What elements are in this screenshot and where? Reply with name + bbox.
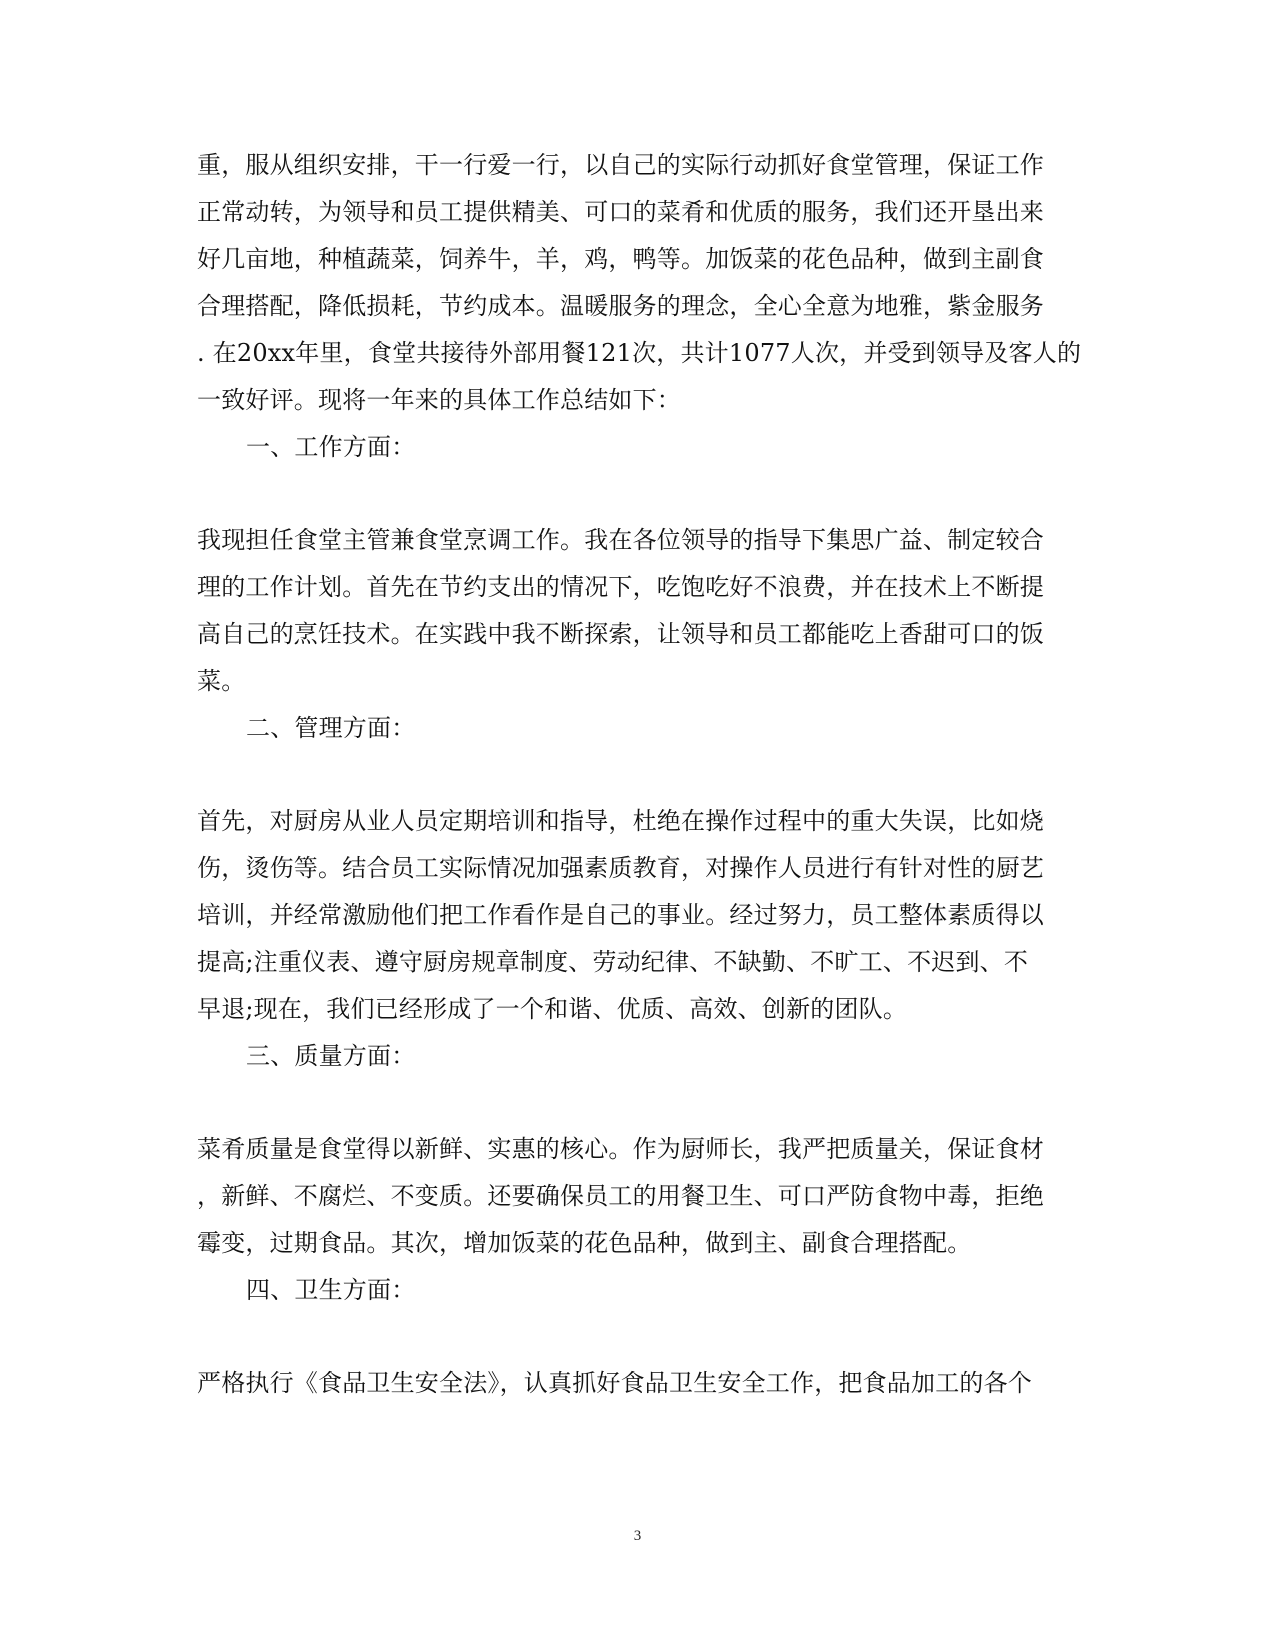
paragraph-3-line-3: 培训，并经常激励他们把工作看作是自己的事业。经过努力，员工整体素质得以 — [197, 901, 1044, 929]
paragraph-2-line-1: 我现担任食堂主管兼食堂烹调工作。我在各位领导的指导下集思广益、制定较合 — [197, 526, 1044, 554]
paragraph-2-line-3: 高自己的烹饪技术。在实践中我不断探索，让领导和员工都能吃上香甜可口的饭 — [197, 620, 1044, 648]
section-heading-management: 二、管理方面： — [246, 714, 416, 742]
paragraph-1-line-2: 正常动转，为领导和员工提供精美、可口的菜肴和优质的服务，我们还开垦出来 — [197, 198, 1044, 226]
paragraph-1-line-4: 合理搭配，降低损耗，节约成本。温暖服务的理念，全心全意为地雅，紫金服务 — [197, 292, 1044, 320]
paragraph-1-line-1: 重，服从组织安排，干一行爱一行，以自己的实际行动抓好食堂管理，保证工作 — [197, 151, 1044, 179]
paragraph-1-line-5: . 在20xx年里，食堂共接待外部用餐121次，共计1077人次，并受到领导及客人的 — [197, 339, 1082, 367]
section-heading-work: 一、工作方面： — [246, 433, 416, 461]
paragraph-2-line-2: 理的工作计划。首先在节约支出的情况下，吃饱吃好不浪费，并在技术上不断提 — [197, 573, 1044, 601]
paragraph-4-line-1: 菜肴质量是食堂得以新鲜、实惠的核心。作为厨师长，我严把质量关，保证食材 — [197, 1135, 1044, 1163]
paragraph-2-line-4: 菜。 — [197, 667, 246, 695]
paragraph-3-line-5: 早退;现在，我们已经形成了一个和谐、优质、高效、创新的团队。 — [197, 995, 908, 1023]
paragraph-4-line-2: ，新鲜、不腐烂、不变质。还要确保员工的用餐卫生、可口严防食物中毒，拒绝 — [197, 1182, 1044, 1210]
paragraph-4-line-3: 霉变，过期食品。其次，增加饭菜的花色品种，做到主、副食合理搭配。 — [197, 1229, 972, 1257]
paragraph-5-line-1: 严格执行《食品卫生安全法》，认真抓好食品卫生安全工作，把食品加工的各个 — [197, 1369, 1032, 1397]
paragraph-1-line-3: 好几亩地，种植蔬菜，饲养牛，羊，鸡，鸭等。加饭菜的花色品种，做到主副食 — [197, 245, 1044, 273]
section-heading-quality: 三、质量方面： — [246, 1042, 416, 1070]
paragraph-3-line-2: 伤，烫伤等。结合员工实际情况加强素质教育，对操作人员进行有针对性的厨艺 — [197, 854, 1044, 882]
paragraph-3-line-4: 提高;注重仪表、遵守厨房规章制度、劳动纪律、不缺勤、不旷工、不迟到、不 — [197, 948, 1029, 976]
paragraph-3-line-1: 首先，对厨房从业人员定期培训和指导，杜绝在操作过程中的重大失误，比如烧 — [197, 807, 1044, 835]
paragraph-1-line-6: 一致好评。现将一年来的具体工作总结如下： — [197, 386, 681, 414]
page-number: 3 — [633, 1528, 642, 1544]
section-heading-hygiene: 四、卫生方面： — [246, 1276, 416, 1304]
